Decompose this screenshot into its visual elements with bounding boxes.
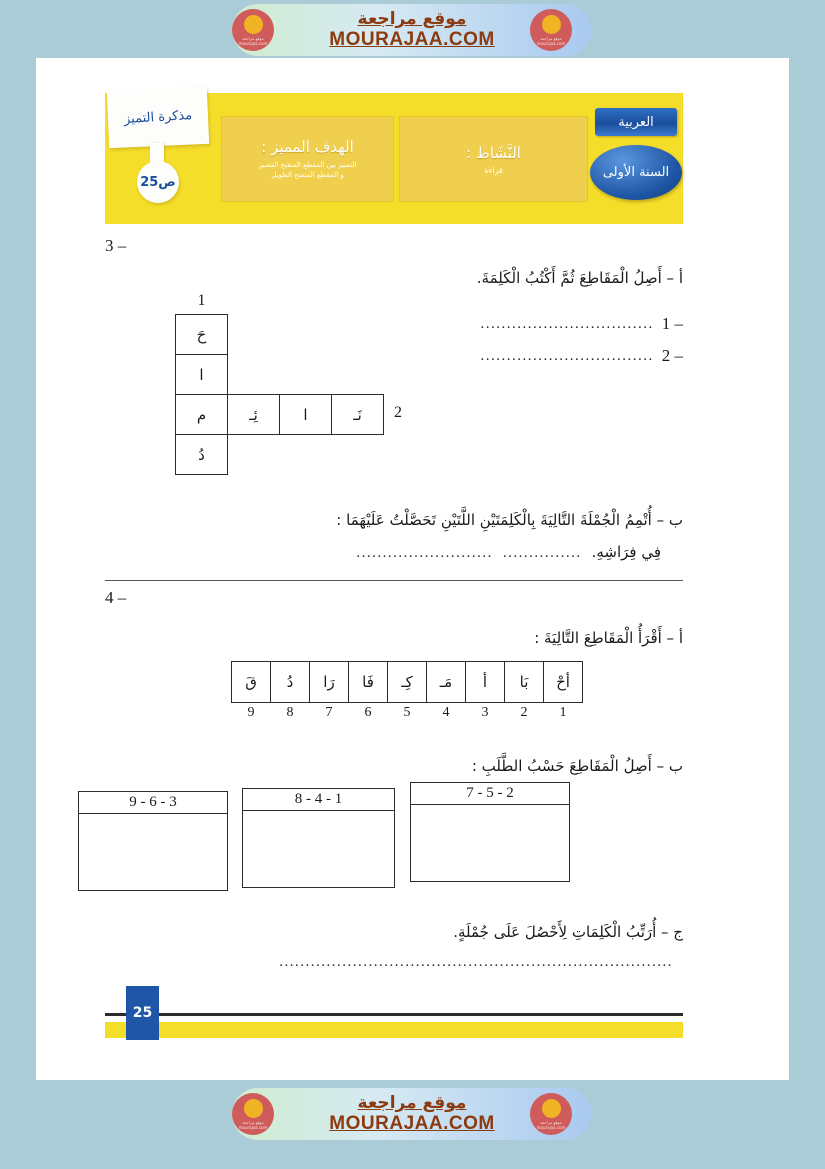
grid-row-cell-2[interactable]: ئِـ [227,394,280,435]
book-icon [542,1099,561,1118]
syllable-cell-4[interactable]: مَـ [426,661,466,703]
objective-title: الهدف المميز : [261,138,354,156]
exercise-4-part-a: أ – أَقْرَأُ الْمَقَاطِعَ التَّالِيَةَ : [534,629,683,647]
syllable-cell-6[interactable]: فَا [348,661,388,703]
part-b-sentence-text: فِي فِرَاشِهِ. [591,543,661,561]
memo-tag-card [107,87,209,148]
activity-subtitle: قراءة [484,165,503,175]
syllable-number-4: 4 [442,705,450,720]
exercise-4-part-c: ج – أُرَتِّبُ الْكَلِمَاتِ لِأَحْصُلَ عَلَى جُمْلَةٍ. [453,923,683,941]
grid-column-cell-1[interactable]: حَ [175,314,228,355]
promo-logo-right-top [530,9,572,51]
syllable-cell-8[interactable]: دُ [270,661,310,703]
promo-logo-right-bottom [530,1093,572,1135]
worksheet-header-band [105,93,683,224]
section-divider [105,580,683,581]
syllable-number-1: 1 [559,705,567,720]
memo-tag-label: مذكرة التميز [123,107,193,128]
worksheet-content [105,236,683,1026]
promo-logo-caption: موقع مراجعة mourajaa.com [238,1119,268,1130]
exercise-4-part-b: ب – أَصِلُ الْمَقَاطِعَ حَسْبُ الطَّلَبِ : [471,757,683,775]
exercise-3-part-b-answer [121,540,661,564]
grid-row-cell-4[interactable]: نَـ [331,394,384,435]
answer-line-2-dots[interactable]: ................................. [480,347,654,364]
promo-banner-bottom [0,1080,825,1169]
exercise-3-number: 3 – [105,236,127,255]
answer-box-2-header: 8 - 4 - 1 [243,789,394,811]
promo-url-bottom[interactable]: MOURAJAA.COM [329,1113,495,1134]
exercise-4-part-c-answer-line[interactable]: ........................................................................... [279,954,673,970]
book-icon [244,1099,263,1118]
grid-column-cell-4[interactable]: دُ [175,434,228,475]
memo-tag-page-label: ص25 [140,174,176,190]
syllable-number-7: 7 [325,705,333,720]
syllable-number-3: 3 [481,705,489,720]
answer-box-1[interactable] [410,782,570,882]
syllable-number-5: 5 [403,705,411,720]
answer-line-1-dots[interactable]: ................................. [480,315,654,332]
syllable-number-9: 9 [247,705,255,720]
syllable-crossword-grid [175,292,405,507]
promo-arabic-title-top: موقع مراجعة [357,9,467,29]
promo-logo-caption: موقع مراجعة mourajaa.com [238,35,268,46]
answer-box-3-header: 9 - 6 - 3 [79,792,227,814]
exercise-3-part-a: أ – أَصِلُ الْمَقَاطِعَ ثُمَّ أَكْتُبُ الْكَلِمَةَ. [476,269,683,287]
objective-subtitle-line1: التمييز بين المقطع المنفتح القصير [258,161,357,169]
syllable-cell-2[interactable]: بَا [504,661,544,703]
promo-logo-left-bottom [232,1093,274,1135]
book-icon [244,15,263,34]
level-badge-label: السنة الأولى [602,165,670,180]
memo-tag-circle [137,161,179,203]
promo-arabic-title-bottom: موقع مراجعة [357,1093,467,1113]
page-number-badge: 25 [126,986,159,1040]
promo-url-top[interactable]: MOURAJAA.COM [329,29,495,50]
syllable-cell-9[interactable]: قَ [231,661,271,703]
part-b-blank-right[interactable]: .......................... [356,545,493,561]
promo-logo-caption: موقع مراجعة mourajaa.com [536,35,566,46]
subject-badge [595,108,677,136]
level-badge [590,145,682,200]
syllable-number-8: 8 [286,705,294,720]
answer-box-2[interactable] [242,788,395,888]
syllable-number-6: 6 [364,705,372,720]
answer-box-1-header: 7 - 5 - 2 [411,783,569,805]
answer-line-2-label: 2 – [661,346,683,365]
grid-column-cell-3[interactable]: م [175,394,228,435]
promo-banner-top [0,0,825,58]
part-b-blank-left[interactable]: ............... [502,545,582,561]
syllable-cell-7[interactable]: رَا [309,661,349,703]
grid-column-cell-2[interactable]: ا [175,354,228,395]
exercise-3-part-b: ب – أُتْمِمُ الْجُمْلَةَ التَّالِيَةَ بِالْكَلِمَتَيْنِ اللَّتَيْنِ تَحَصَّلْتُ عَلَيْهَمَا : [336,511,683,529]
footer-yellow-band [105,1022,683,1038]
book-icon [542,15,561,34]
syllable-number-2: 2 [520,705,528,720]
promo-logo-caption: موقع مراجعة mourajaa.com [536,1119,566,1130]
grid-column-label: 1 [197,292,206,309]
grid-row-cell-3[interactable]: ا [279,394,332,435]
objective-subtitle-line2: و المقطع المنفتح الطويل [271,171,344,179]
syllable-cell-5[interactable]: كِـ [387,661,427,703]
syllable-cell-3[interactable]: أ [465,661,505,703]
answer-line-1-label: 1 – [661,314,683,333]
answer-box-3[interactable] [78,791,228,891]
objective-box [221,116,394,202]
syllable-cell-1[interactable]: أحْ [543,661,583,703]
promo-logo-left-top [232,9,274,51]
exercise-4-number: 4 – [105,588,127,607]
subject-badge-label: العربية [618,114,654,130]
footer-rule [105,1013,683,1016]
activity-title: النَّشَاط : [466,143,521,162]
grid-row-label: 2 [394,404,402,421]
activity-box [399,116,588,202]
syllable-strip [245,661,583,726]
